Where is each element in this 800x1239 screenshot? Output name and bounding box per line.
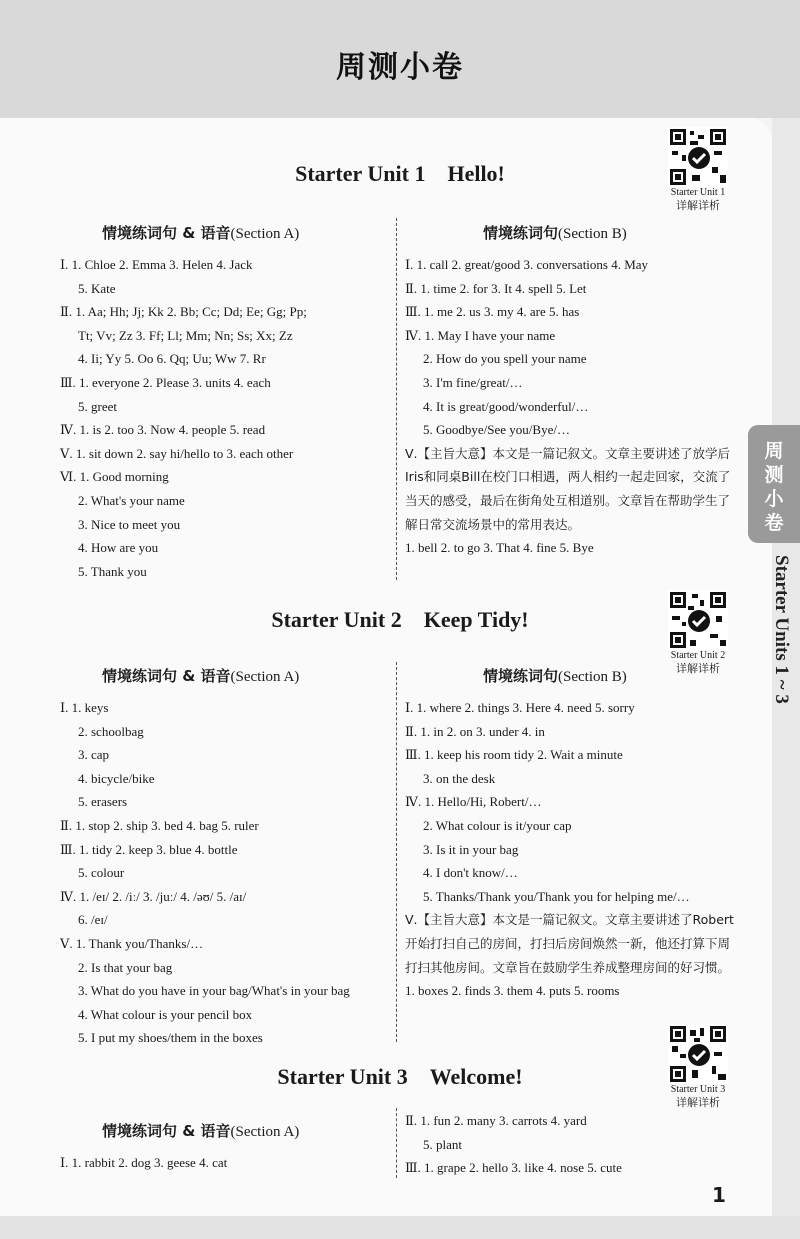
section-heading-en: (Section B): [558, 669, 627, 685]
section-heading-en: (Section A): [230, 669, 300, 685]
answer-line: Ⅰ. 1. keys: [60, 700, 109, 715]
bottom-margin: [0, 1216, 800, 1239]
unit-1-section-b: [405, 222, 740, 560]
answer-line: Ⅱ. 1. time 2. for 3. It 4. spell 5. Let: [405, 280, 587, 296]
unit-1-qr[interactable]: [665, 127, 731, 212]
answer-line: 5. greet: [78, 398, 117, 414]
section-heading: [60, 222, 390, 243]
answer-line: Ⅰ. 1. call 2. great/good 3. conversations 4. May: [405, 257, 649, 272]
answer-line: Ⅳ. 1. May I have your name: [405, 327, 556, 343]
answer-line: 5. Thanks/Thank you/Thank you for helping me/…: [423, 888, 690, 904]
side-tab-label: 周测小卷: [764, 440, 784, 534]
answer-line: 5. I put my shoes/them in the boxes: [78, 1030, 263, 1046]
qr-caption: Starter Unit 2: [670, 650, 726, 661]
section-heading-cn: 情境练词句 & 语音: [102, 224, 231, 242]
section-heading-cn: 情境练词句: [483, 224, 559, 242]
answer-line: 3. I'm fine/great/…: [423, 374, 523, 390]
answer-line: Ⅱ. 1. Aa; Hh; Jj; Kk 2. Bb; Cc; Dd; Ee; Gg; Pp;: [60, 304, 307, 320]
answer-line: Ⅲ. 1. tidy 2. keep 3. blue 4. bottle: [60, 841, 238, 857]
answer-line: 1. bell 2. to go 3. That 4. fine 5. Bye: [405, 540, 594, 556]
answer-line: Ⅲ. 1. me 2. us 3. my 4. are 5. has: [405, 304, 580, 320]
section-heading-cn: 情境练词句 & 语音: [102, 1122, 231, 1140]
section-heading: [60, 1120, 390, 1141]
summary-paragraph: Ⅴ.【主旨大意】本文是一篇记叙文。文章主要讲述了放学后Iris和同桌Bill在校门口相遇，两人相约一起走回家，交流了当天的感受，最后在街角处互相道别。文章旨在帮助学生了解日常交流场景中的常用表达。: [405, 445, 731, 532]
qr-caption: Starter Unit 1: [670, 187, 726, 198]
answer-line: 4. It is great/good/wonderful/…: [423, 398, 589, 414]
answer-line: 3. Is it in your bag: [423, 841, 519, 857]
answer-line: 4. bicycle/bike: [78, 770, 155, 786]
qr-caption-detail: 详解详析: [676, 662, 720, 675]
answer-line: Tt; Vv; Zz 3. Ff; Ll; Mm; Nn; Ss; Xx; Zz: [78, 327, 293, 343]
qr-caption: Starter Unit 3: [670, 1084, 726, 1095]
unit-1-section-a: [60, 222, 390, 583]
qr-caption-detail: 详解详析: [676, 1096, 720, 1109]
unit-3-section-a: [60, 1120, 390, 1175]
answer-line: 3. What do you have in your bag/What's in your bag: [78, 983, 350, 999]
summary-paragraph: Ⅴ.【主旨大意】本文是一篇记叙文。文章主要讲述了Robert开始打扫自己的房间，打扫后房间焕然一新，他还打算下周打扫其他房间。文章旨在鼓励学生养成整理房间的好习惯。: [405, 912, 734, 975]
section-heading: [405, 665, 740, 686]
answer-line: 4. I don't know/…: [423, 865, 518, 881]
section-heading: [60, 665, 395, 686]
unit-2-qr[interactable]: [665, 590, 731, 675]
answer-line: 4. How are you: [78, 540, 159, 556]
qr-caption-detail: 详解详析: [676, 199, 720, 212]
section-heading: [405, 222, 740, 243]
qr-code-icon: [668, 127, 728, 187]
unit-1-title: Starter Unit 1 Hello!: [295, 161, 505, 186]
answer-line: 2. schoolbag: [78, 723, 144, 739]
answer-line: 5. plant: [423, 1136, 462, 1152]
section-heading-en: (Section A): [230, 226, 300, 242]
answer-line: 2. Is that your bag: [78, 959, 173, 975]
page-header: [0, 0, 800, 118]
section-heading-en: (Section A): [230, 1124, 300, 1140]
answer-line: Ⅰ. 1. Chloe 2. Emma 3. Helen 4. Jack: [60, 257, 253, 272]
answer-line: Ⅲ. 1. keep his room tidy 2. Wait a minute: [405, 747, 623, 763]
answer-line: Ⅲ. 1. everyone 2. Please 3. units 4. each: [60, 374, 271, 390]
answer-line: Ⅲ. 1. grape 2. hello 3. like 4. nose 5. cute: [405, 1160, 622, 1176]
answer-line: 5. Goodbye/See you/Bye/…: [423, 422, 570, 438]
page-number: 1: [712, 1183, 726, 1207]
answer-line: 5. erasers: [78, 794, 128, 810]
qr-code-icon: [668, 1024, 728, 1084]
answer-line: 5. Thank you: [78, 563, 147, 579]
answer-line: 2. What colour is it/your cap: [423, 817, 572, 833]
answer-line: 3. cap: [78, 747, 110, 763]
answer-line: Ⅳ. 1. /eɪ/ 2. /iː/ 3. /juː/ 4. /əʊ/ 5. /aɪ/: [60, 888, 247, 904]
answer-line: Ⅰ. 1. rabbit 2. dog 3. geese 4. cat: [60, 1155, 228, 1170]
answer-line: Ⅱ. 1. stop 2. ship 3. bed 4. bag 5. ruler: [60, 817, 259, 833]
column-divider: [396, 1108, 397, 1178]
answer-line: 6. /eɪ/: [78, 912, 108, 928]
column-divider: [396, 218, 397, 580]
section-heading-cn: 情境练词句: [483, 667, 559, 685]
unit-3-section-b: [405, 1109, 695, 1180]
answer-line: Ⅰ. 1. where 2. things 3. Here 4. need 5. sorry: [405, 700, 635, 715]
answer-line: Ⅳ. 1. Hello/Hi, Robert/…: [405, 794, 542, 810]
section-heading-en: (Section B): [558, 226, 627, 242]
qr-code-icon: [668, 590, 728, 650]
answer-line: 3. on the desk: [423, 770, 496, 786]
answer-line: 3. Nice to meet you: [78, 516, 181, 532]
answer-line: 2. What's your name: [78, 492, 185, 508]
side-tab[interactable]: [748, 425, 800, 543]
section-heading-cn: 情境练词句 & 语音: [102, 667, 231, 685]
answer-line: Ⅴ. 1. sit down 2. say hi/hello to 3. each other: [60, 445, 294, 461]
side-units-label: Starter Units 1 ~ 3: [771, 555, 792, 704]
answer-line: Ⅵ. 1. Good morning: [60, 469, 169, 485]
answer-line: 1. boxes 2. finds 3. them 4. puts 5. rooms: [405, 983, 620, 999]
answer-line: Ⅱ. 1. fun 2. many 3. carrots 4. yard: [405, 1113, 587, 1128]
unit-2-section-b: [405, 665, 740, 1003]
unit-3-title: Starter Unit 3 Welcome!: [277, 1064, 523, 1089]
unit-2-section-a: [60, 665, 395, 1050]
page-title: 周测小卷: [336, 50, 464, 85]
answer-line: Ⅳ. 1. is 2. too 3. Now 4. people 5. read: [60, 422, 266, 438]
answer-line: 5. Kate: [78, 280, 116, 296]
answer-line: 5. colour: [78, 865, 125, 881]
unit-3-qr[interactable]: [665, 1024, 731, 1109]
unit-2-title: Starter Unit 2 Keep Tidy!: [271, 607, 529, 632]
answer-line: 2. How do you spell your name: [423, 351, 587, 367]
answer-line: Ⅴ. 1. Thank you/Thanks/…: [60, 935, 204, 951]
answer-line: 4. Ii; Yy 5. Oo 6. Qq; Uu; Ww 7. Rr: [78, 351, 266, 367]
column-divider: [396, 662, 397, 1042]
answer-line: 4. What colour is your pencil box: [78, 1006, 253, 1022]
answer-line: Ⅱ. 1. in 2. on 3. under 4. in: [405, 723, 545, 739]
